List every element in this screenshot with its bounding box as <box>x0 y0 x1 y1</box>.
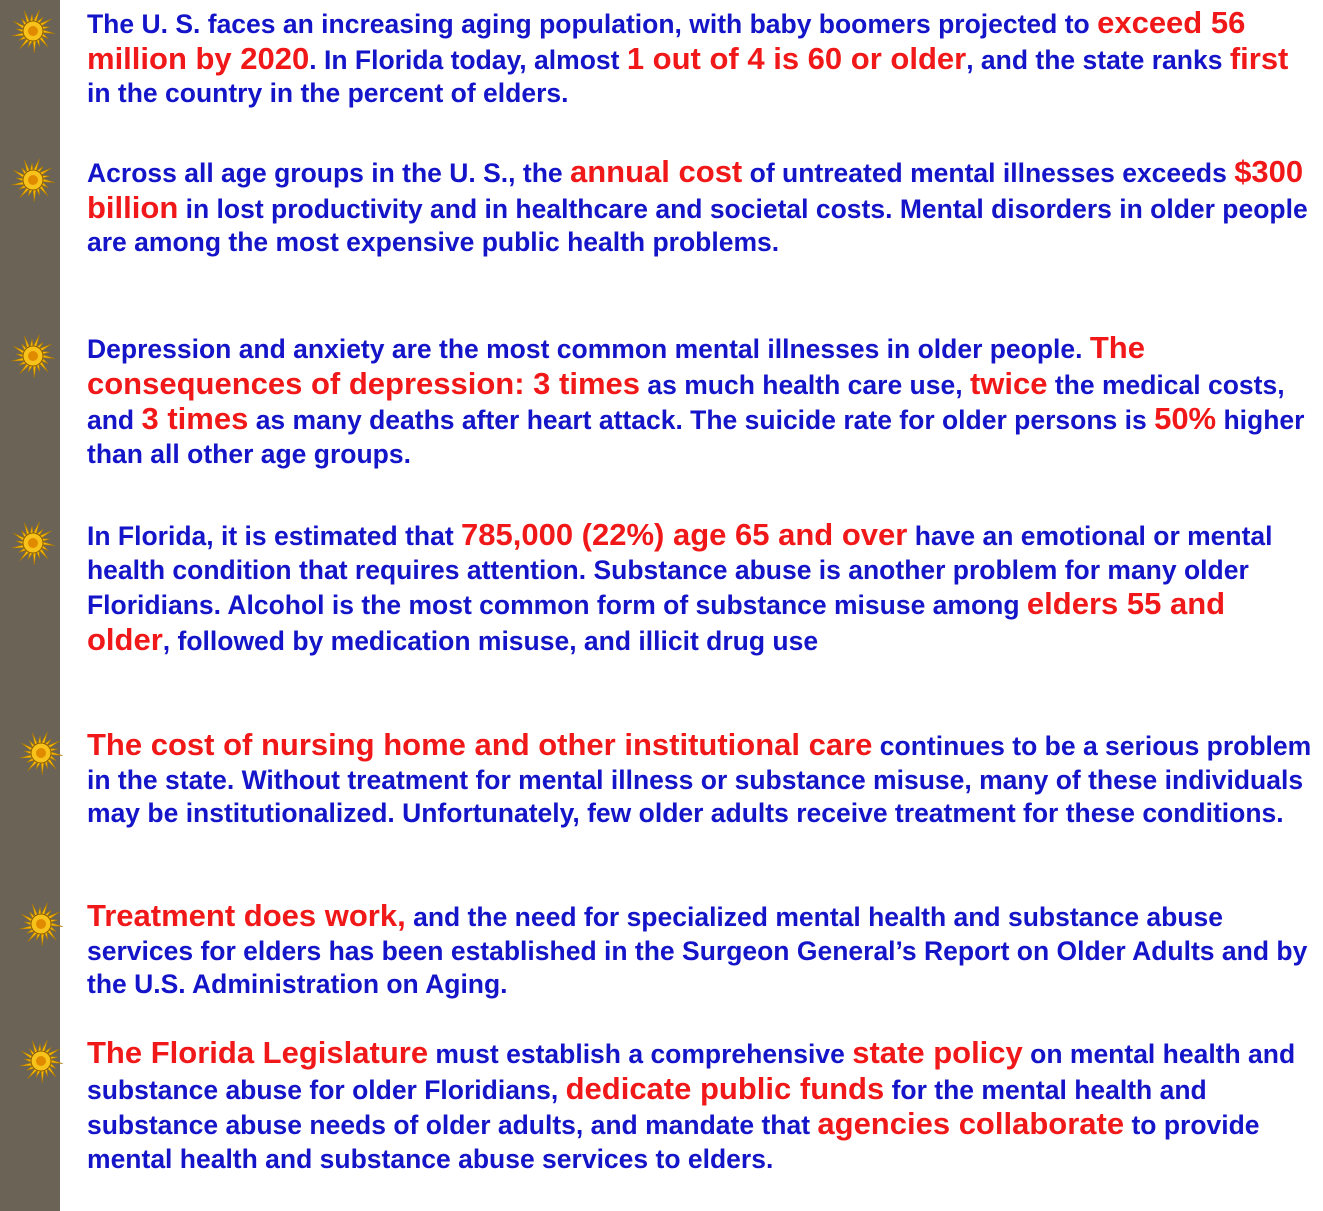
body-text: to provide mental health and substance abuse services to elders. <box>87 1110 1260 1174</box>
highlight-text: first <box>1229 40 1289 76</box>
body-text: must establish a comprehensive <box>428 1039 853 1069</box>
highlight-text: elders 55 and older <box>87 586 1226 657</box>
bullet-text <box>87 899 1312 1002</box>
bullet-text <box>87 1036 1312 1176</box>
body-text: higher than all other age groups. <box>87 405 1305 469</box>
bullet-text <box>87 155 1312 260</box>
highlight-text: 785,000 (22%) age 65 and over <box>461 517 908 552</box>
bullet-text <box>87 331 1312 471</box>
bullet-item <box>0 1035 1296 1176</box>
bullet-text <box>87 6 1312 111</box>
highlight-text: 3 times <box>141 401 249 436</box>
body-text: of untreated mental illnesses exceeds <box>742 158 1235 188</box>
body-text: , followed by medication misuse, and illicit drug use <box>162 625 819 656</box>
body-text: have an emotional or mental health condition that requires attention. Substance abuse is another problem for many older Floridians. Alcohol is the most common form of substance misuse among <box>87 521 1273 620</box>
body-text: , and the state ranks <box>966 44 1230 75</box>
bullet-text <box>87 518 1312 658</box>
body-text: as much health care use, <box>640 369 970 400</box>
sun-icon <box>18 1038 64 1084</box>
body-text: in the country in the percent of elders. <box>87 78 569 108</box>
highlight-text: $300 billion <box>87 154 1304 225</box>
highlight-text: 1 out of 4 is 60 or older <box>626 40 967 76</box>
highlight-text: state policy <box>852 1035 1023 1070</box>
body-text: continues to be a serious problem in the state. Without treatment for mental illness or substance misuse, many of these individuals may be institutionalized. Unfortunately, few older adults receive treatment for these conditions. <box>87 731 1312 828</box>
body-text: for the mental health and substance abuse needs of older adults, and mandate that <box>87 1074 1207 1140</box>
highlight-text: 50% <box>1154 401 1217 436</box>
bullet-item <box>0 330 1305 471</box>
bullet-item <box>0 5 1289 111</box>
body-text: the medical costs, and <box>87 369 1285 435</box>
body-text: . In Florida today, almost <box>309 44 627 75</box>
body-text: Across all age groups in the U. S., the <box>87 158 570 188</box>
sun-icon <box>10 520 56 566</box>
sun-icon <box>18 901 64 947</box>
body-text: Depression and anxiety are the most common mental illnesses in older people. <box>87 334 1090 364</box>
bullet-text <box>87 728 1312 831</box>
highlight-text: The Florida Legislature <box>87 1035 429 1070</box>
body-text: in lost productivity and in healthcare and societal costs. Mental disorders in older people are among the most expensive public health problems. <box>87 193 1308 257</box>
bullet-item <box>0 154 1308 260</box>
bullet-item <box>0 517 1273 658</box>
highlight-text: annual cost <box>570 154 743 189</box>
highlight-text: The consequences of depression: 3 times <box>87 330 1145 401</box>
sun-icon <box>10 333 56 379</box>
highlight-text: Treatment does work, <box>87 898 406 933</box>
highlight-text: dedicate public funds <box>565 1070 885 1106</box>
bullet-item <box>0 727 1312 831</box>
sun-icon <box>18 730 64 776</box>
highlight-text: twice <box>969 365 1048 401</box>
body-text: The U. S. faces an increasing aging population, with baby boomers projected to <box>87 9 1098 39</box>
body-text: as many deaths after heart attack. The suicide rate for older persons is <box>248 405 1155 435</box>
body-text: In Florida, it is estimated that <box>87 521 462 551</box>
highlight-text: agencies collaborate <box>817 1106 1125 1141</box>
highlight-text: The cost of nursing home and other institutional care <box>87 727 873 762</box>
sun-icon <box>10 157 56 203</box>
bullet-item <box>0 898 1308 1002</box>
highlight-text: exceed 56 million by 2020 <box>87 5 1246 76</box>
body-text: and the need for specialized mental health and substance abuse services for elders has been established in the Surgeon General’s Report on Older Adults and by the U.S. Administration on Aging. <box>87 902 1308 999</box>
sun-icon <box>10 8 56 54</box>
body-text: on mental health and substance abuse for older Floridians, <box>87 1039 1296 1105</box>
